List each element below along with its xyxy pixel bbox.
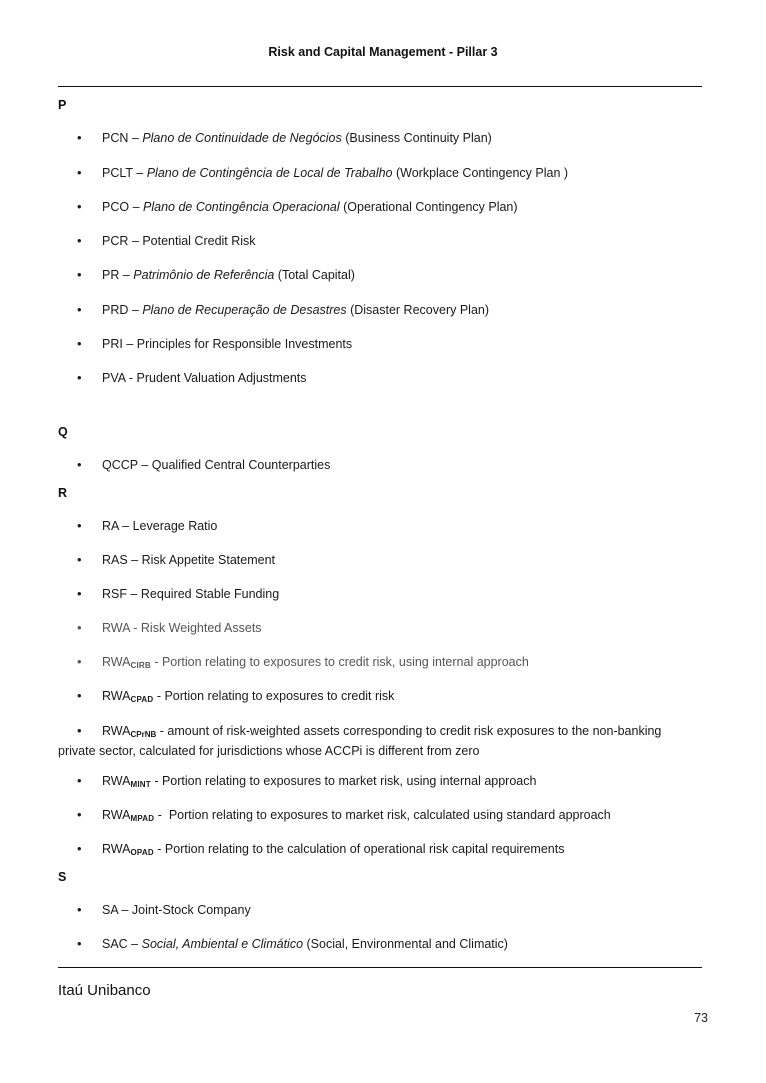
item-sep: - — [156, 724, 168, 738]
item-desc: (Disaster Recovery Plan) — [346, 303, 490, 317]
item-sep: - — [129, 621, 141, 635]
item-abbr: RWA — [102, 655, 131, 669]
glossary-item — [77, 302, 489, 318]
footer-company-name: Itaú Unibanco — [58, 982, 151, 999]
item-sep: – — [128, 131, 143, 145]
item-abbr: PRD — [102, 303, 129, 317]
glossary-item — [77, 457, 330, 473]
item-abbr: RWA — [102, 621, 130, 635]
item-abbr: SAC — [102, 937, 128, 951]
item-desc: Leverage Ratio — [132, 519, 218, 533]
glossary-item — [77, 233, 256, 249]
footer-divider — [58, 967, 702, 968]
item-subscript: OPAD — [130, 848, 154, 857]
item-sep: – — [127, 553, 142, 567]
item-abbr: RWA — [102, 842, 131, 856]
item-desc: Prudent Valuation Adjustments — [136, 371, 307, 385]
glossary-item — [77, 807, 611, 827]
item-abbr: RWA — [102, 774, 131, 788]
item-abbr: PVA — [102, 371, 126, 385]
item-desc: amount of risk-weighted assets corresponding to credit risk exposures to the non-banking — [167, 724, 662, 738]
item-term: Plano de Contingência Operacional — [143, 200, 340, 214]
item-abbr: PCN — [102, 131, 129, 145]
item-sep: – — [127, 587, 141, 601]
item-sep: – — [128, 303, 143, 317]
item-term: Plano de Recuperação de Desastres — [142, 303, 347, 317]
item-abbr: PCR — [102, 234, 129, 248]
item-sep: – — [119, 268, 134, 282]
bullet-icon: • — [77, 807, 82, 822]
bullet-icon: • — [77, 620, 82, 635]
item-desc: (Business Continuity Plan) — [341, 131, 492, 145]
item-subscript: CPAD — [130, 695, 154, 704]
item-desc: (Total Capital) — [274, 268, 355, 282]
glossary-item — [77, 936, 508, 952]
item-sep: – — [118, 519, 133, 533]
glossary-item — [77, 518, 217, 534]
item-abbr: RWA — [102, 724, 131, 738]
glossary-item — [77, 336, 352, 352]
item-term: Social, Ambiental e Climático — [141, 937, 304, 951]
bullet-icon: • — [77, 199, 82, 214]
glossary-item — [77, 586, 279, 602]
item-abbr: RSF — [102, 587, 127, 601]
item-desc: (Operational Contingency Plan) — [339, 200, 518, 214]
item-desc: Risk Weighted Assets — [140, 621, 262, 635]
bullet-icon: • — [77, 723, 82, 738]
section-letter-q: Q — [58, 425, 68, 439]
item-subscript: CPrNB — [130, 730, 157, 739]
section-letter-s: S — [58, 870, 67, 884]
item-desc: Principles for Responsible Investments — [136, 337, 353, 351]
glossary-item — [77, 654, 529, 674]
bullet-icon: • — [77, 688, 82, 703]
item-abbr: RAS — [102, 553, 128, 567]
item-sep: – — [137, 458, 152, 472]
item-desc: Qualified Central Counterparties — [151, 458, 331, 472]
item-sep: - — [153, 689, 165, 703]
header-divider — [58, 86, 702, 87]
glossary-item — [77, 165, 568, 181]
item-desc: (Workplace Contingency Plan ) — [392, 166, 569, 180]
item-sep: – — [118, 903, 132, 917]
bullet-icon: • — [77, 936, 82, 951]
item-desc-continued: private sector, calculated for jurisdictions whose ACCPi is different from zero — [58, 744, 480, 758]
wrapped-first-line — [58, 722, 698, 743]
item-sep: – — [129, 200, 143, 214]
bullet-icon: • — [77, 552, 82, 567]
item-abbr: PRI — [102, 337, 123, 351]
bullet-icon: • — [77, 302, 82, 317]
item-sep: - — [153, 842, 165, 856]
bullet-icon: • — [77, 654, 82, 669]
glossary-item — [77, 773, 536, 793]
item-abbr: PR — [102, 268, 120, 282]
item-subscript: CIRB — [130, 661, 151, 670]
item-desc: Required Stable Funding — [140, 587, 280, 601]
bullet-icon: • — [77, 586, 82, 601]
bullet-icon: • — [77, 336, 82, 351]
item-desc: Portion relating to exposures to credit risk — [164, 689, 395, 703]
item-desc: Joint-Stock Company — [131, 903, 251, 917]
item-desc: Risk Appetite Statement — [141, 553, 276, 567]
glossary-item — [77, 199, 518, 215]
bullet-icon: • — [77, 233, 82, 248]
glossary-item-wrapped — [58, 722, 698, 760]
item-abbr: PCO — [102, 200, 130, 214]
item-sep: - — [150, 774, 162, 788]
bullet-icon: • — [77, 902, 82, 917]
item-desc: Portion relating to exposures to credit risk, using internal approach — [161, 655, 529, 669]
bullet-icon: • — [77, 773, 82, 788]
item-subscript: MINT — [130, 780, 151, 789]
item-abbr: RWA — [102, 808, 131, 822]
item-sep: - — [154, 808, 169, 822]
item-desc: Potential Credit Risk — [142, 234, 256, 248]
item-abbr: RA — [102, 519, 119, 533]
item-sep: - — [125, 371, 137, 385]
item-abbr: RWA — [102, 689, 131, 703]
bullet-icon: • — [77, 841, 82, 856]
item-abbr: SA — [102, 903, 118, 917]
item-desc: (Social, Environmental and Climatic) — [303, 937, 508, 951]
bullet-icon: • — [77, 518, 82, 533]
glossary-item — [77, 688, 394, 708]
item-sep: – — [122, 337, 137, 351]
glossary-item — [77, 370, 307, 386]
section-letter-p: P — [58, 98, 67, 112]
bullet-icon: • — [77, 267, 82, 282]
bullet-icon: • — [77, 165, 82, 180]
item-term: Plano de Continuidade de Negócios — [142, 131, 342, 145]
item-desc: Portion relating to exposures to market risk, calculated using standard approach — [168, 808, 611, 822]
item-sep: – — [132, 166, 147, 180]
item-term: Plano de Contingência de Local de Trabalho — [146, 166, 393, 180]
page-number: 73 — [694, 1011, 708, 1025]
glossary-item — [77, 902, 251, 918]
bullet-icon: • — [77, 457, 82, 472]
glossary-item — [77, 267, 355, 283]
item-abbr: QCCP — [102, 458, 138, 472]
item-desc: Portion relating to the calculation of operational risk capital requirements — [164, 842, 565, 856]
bullet-icon: • — [77, 370, 82, 385]
glossary-item — [77, 841, 564, 861]
item-abbr: PCLT — [102, 166, 133, 180]
bullet-icon: • — [77, 130, 82, 145]
item-desc: Portion relating to exposures to market risk, using internal approach — [161, 774, 537, 788]
item-term: Patrimônio de Referência — [133, 268, 275, 282]
item-subscript: MPAD — [130, 814, 155, 823]
item-sep: - — [150, 655, 162, 669]
item-sep: – — [128, 234, 143, 248]
item-sep: – — [127, 937, 142, 951]
page-header-title: Risk and Capital Management - Pillar 3 — [268, 45, 498, 59]
glossary-item — [77, 552, 275, 568]
section-letter-r: R — [58, 486, 68, 500]
glossary-item — [77, 130, 492, 146]
glossary-item — [77, 620, 262, 636]
